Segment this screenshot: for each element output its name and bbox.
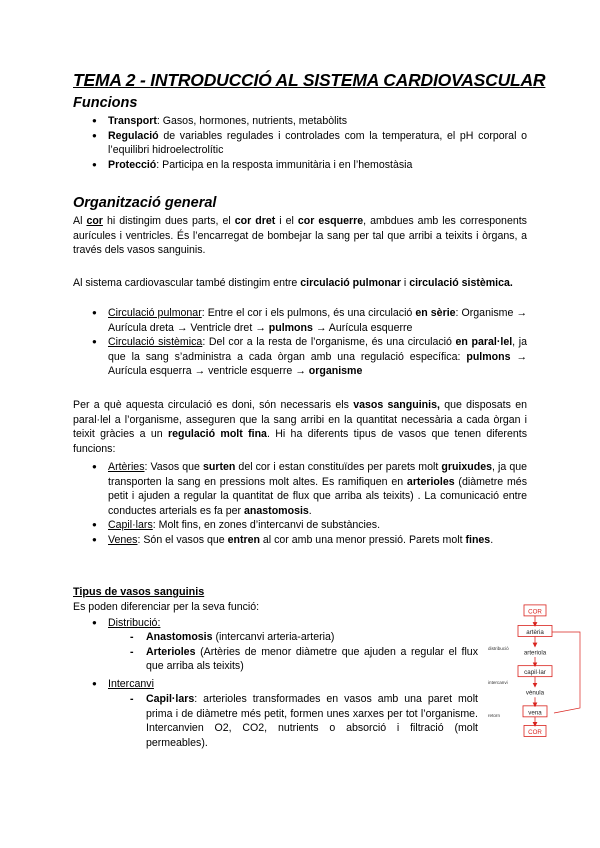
circulacio-list [92, 306, 527, 379]
list-item: ● Venes: Són el vasos que entren al cor amb una menor pressió. Parets molt fines. [92, 533, 527, 548]
diagram-box-label: artèria [526, 628, 544, 636]
list-item: ● Protecció: Participa en la resposta immunitària i en l’hemostàsia [92, 158, 527, 173]
list-item: ● Circulació pulmonar: Entre el cor i els pulmons, és una circulació en sèrie: Organisme → Aurícula dreta → Ventricle dret → pulmons → Aurícula esquerre [92, 306, 527, 335]
diagram-box-label: arteriola [523, 649, 547, 657]
paragraph-vasos: Per a què aquesta circulació es doni, són necessaris els vasos sanguinis, que disposats en paral·lel a l’organisme, asseguren que la sang arribi en la quantitat necessària a cada òrgan i teixit gràcies a un regulació molt fina. Hi ha diferents tipus de vasos que tenen diferents funcions: [73, 399, 527, 455]
vessel-flow-diagram [480, 600, 595, 740]
list-item: - Arterioles (Artèries de menor diàmetre que ajuden a regular el flux que arriba als teixits) [130, 645, 478, 674]
page-title: TEMA 2 - INTRODUCCIÓ AL SISTEMA CARDIOVASCULAR [73, 70, 546, 90]
diagram-bracket [552, 632, 580, 713]
intercanvi-sublist [130, 692, 478, 750]
paragraph-cor: Al cor hi distingim dues parts, el cor dret i el cor esquerre, ambdues amb les corresponents aurícules i ventricles. És l’encarregat de bombejar la sang per tal que arribi a teixits i òrgans, a través dels vasos sanguinis. [73, 215, 527, 257]
distribucio-sublist [130, 630, 478, 674]
vasos-list [92, 460, 527, 548]
list-item: ● Distribució: [92, 616, 472, 631]
tipus-list-intercanvi [92, 677, 472, 692]
list-item: - Anastomosis (intercanvi arteria-arteria) [130, 630, 478, 645]
tipus-intro: Es poden diferenciar per la seva funció: [73, 601, 260, 613]
list-item: ● Regulació de variables regulades i controlades com la temperatura, el pH corporal o l’equilibri hidroelectrolític [92, 129, 527, 158]
funcions-list [92, 114, 527, 172]
diagram-box-label: vena [528, 709, 542, 717]
diagram-box-label: vènula [525, 689, 545, 697]
list-item: - Capil·lars: arterioles transformades en vasos amb una paret molt prima i de diàmetre més petit, formen unes xarxes per tot l’organisme. Intercanvien O2, CO2, nutrients o absorció i filtració (molt permeables). [130, 692, 478, 750]
diagram-box-label: COR [528, 608, 542, 616]
diagram-side-label: distribució [488, 646, 509, 651]
list-item: ● Artèries: Vasos que surten del cor i estan constituïdes per parets molt gruixudes, ja que transporten la sang en pressions molt altes. Es ramifiquen en arterioles (diàmetre més petit i ajuden a regular la quantitat de flux que arriba als teixits) . La comunicació entre conductes arterials es fa per anastomosis. [92, 460, 527, 518]
tipus-list-distribucio [92, 616, 472, 631]
diagram-side-label: retorn [488, 713, 501, 718]
diagram-side-label: intercanvi [488, 680, 508, 685]
diagram-box-label: COR [528, 728, 542, 736]
section-heading-organitzacio: Organització general [73, 195, 217, 211]
list-item: ● Transport: Gasos, hormones, nutrients, metabòlits [92, 114, 527, 129]
list-item: ● Intercanvi [92, 677, 472, 692]
list-item: ● Circulació sistèmica: Del cor a la resta de l’organisme, és una circulació en paral·lel, ja que la sang s’administra a cada òrgan amb una regulació específica: pulmons → Aurícula esquerra → ventricle esquerre → organisme [92, 335, 527, 379]
section-heading-tipus: Tipus de vasos sanguinis [73, 586, 205, 598]
paragraph-circulacio: Al sistema cardiovascular també distingim entre circulació pulmonar i circulació sistèmica. [73, 277, 513, 289]
diagram-box-label: capil·lar [524, 669, 546, 677]
section-heading-funcions: Funcions [73, 95, 138, 111]
list-item: ● Capil·lars: Molt fins, en zones d’intercanvi de substàncies. [92, 518, 527, 533]
